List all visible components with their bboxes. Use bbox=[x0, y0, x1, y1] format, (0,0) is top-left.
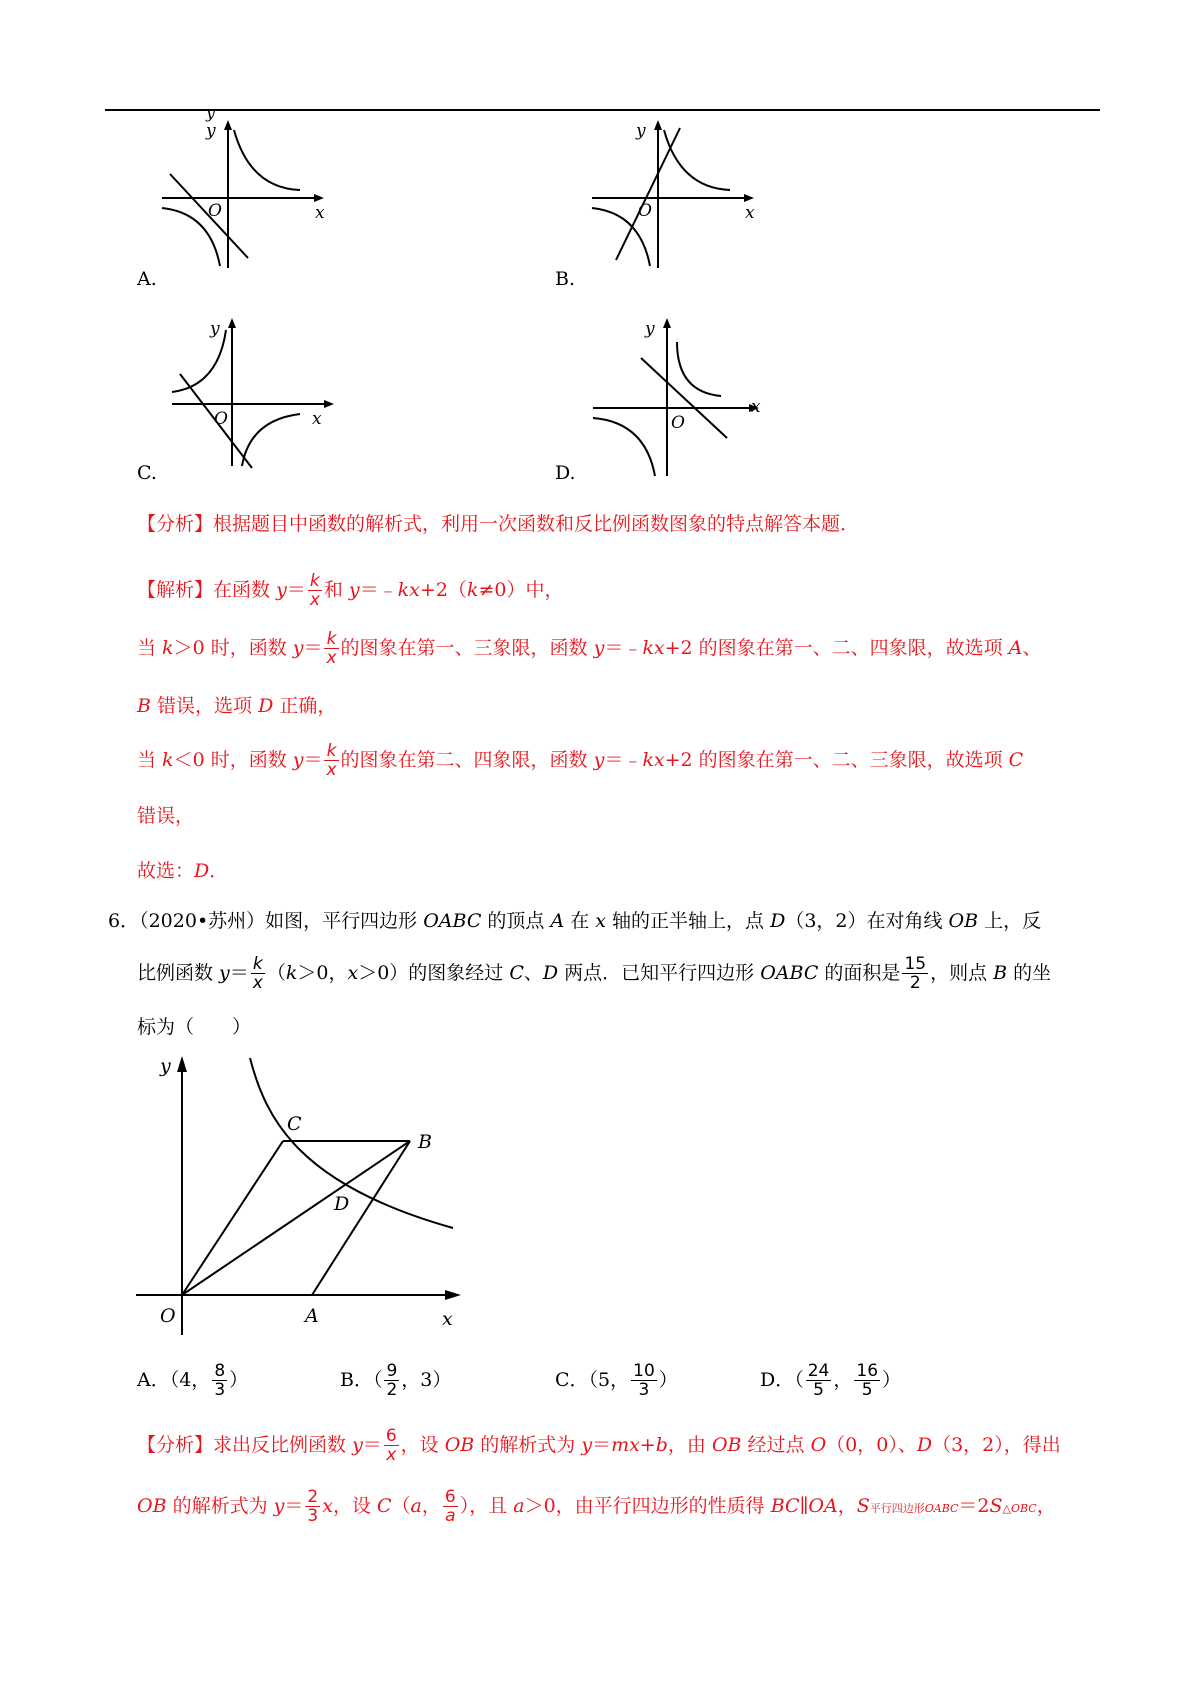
graph-option-a bbox=[150, 103, 330, 278]
graph-c-o: O bbox=[214, 409, 228, 429]
q6-option-a: A．（4， $\frac{8}{3}$ ） bbox=[137, 1361, 249, 1401]
graph-a-x: x bbox=[315, 203, 325, 223]
q6-parallelogram-diagram bbox=[130, 1050, 470, 1340]
graph-option-b bbox=[580, 118, 760, 278]
graph-d-y: y bbox=[645, 319, 655, 339]
q6-analysis-line1: 【分析】求出反比例函数 y＝ $\frac{6}{x}$ ，设 OB 的解析式为 y＝mx+b，由 OB 经过点 O（0，0）、D（3，2），得出 bbox=[137, 1426, 1061, 1466]
q6-analysis-line2: OB 的解析式为 y＝ $\frac{2}{3}$ x，设 C（a， $\frac{6}{a}$ ），且 a＞0，由平行四边形的性质得 BC∥OA，S平行四边形OABC＝2S△OBC， bbox=[137, 1487, 1056, 1527]
fraction-k-over-x: $\frac{k}{x}$ bbox=[326, 741, 337, 781]
graph-option-d bbox=[585, 316, 765, 476]
q6-stem-line3: 标为（ ） bbox=[137, 1016, 252, 1038]
graph-b-x: x bbox=[745, 203, 755, 223]
graph-a-y-label: y bbox=[206, 103, 216, 122]
q5-solution-line2: 当 k＞0 时，函数 y＝ $\frac{k}{x}$ 的图象在第一、三象限，函数 y＝﹣kx+2 的图象在第一、二、四象限，故选项 A、 bbox=[137, 629, 1042, 669]
graph-a-y: y bbox=[206, 121, 216, 141]
diagram-b-label: B bbox=[418, 1131, 432, 1153]
q6-option-d: D．（ $\frac{24}{5}$ ， $\frac{16}{5}$ ） bbox=[760, 1361, 902, 1401]
q6-option-c: C．（5， $\frac{10}{3}$ ） bbox=[555, 1361, 678, 1401]
diagram-o-label: O bbox=[160, 1305, 176, 1327]
option-b-label: B. bbox=[555, 268, 576, 290]
diagram-y-label: y bbox=[160, 1055, 171, 1077]
option-c-label: C. bbox=[137, 462, 157, 484]
fraction-6-over-a: $\frac{6}{a}$ bbox=[444, 1487, 456, 1527]
diagram-x-label: x bbox=[442, 1308, 453, 1330]
graph-c-x: x bbox=[312, 409, 322, 429]
graph-b-o: O bbox=[638, 201, 652, 221]
fraction-6-over-x: $\frac{6}{x}$ bbox=[385, 1426, 397, 1466]
q5-solution-line3: B 错误，选项 D 正确， bbox=[137, 695, 337, 717]
header-rule bbox=[105, 109, 1100, 111]
option-d-label: D. bbox=[555, 462, 576, 484]
fraction-k-over-x: $\frac{k}{x}$ bbox=[309, 571, 320, 611]
diagram-d-label: D bbox=[334, 1193, 350, 1215]
q6-stem-line2: 比例函数 y＝ $\frac{k}{x}$ （k＞0，x＞0）的图象经过 C、D 两点．已知平行四边形 OABC 的面积是 $\frac{15}{2}$ ，则点 B 的坐 bbox=[137, 954, 1052, 994]
diagram-a-label: A bbox=[305, 1305, 319, 1327]
fraction-area: $\frac{15}{2}$ bbox=[904, 954, 927, 994]
q6-option-b: B．（ $\frac{9}{2}$ ，3） bbox=[340, 1361, 452, 1401]
graph-d-x: x bbox=[751, 397, 761, 417]
q6-stem-line1: 6．（2020•苏州）如图，平行四边形 OABC 的顶点 A 在 x 轴的正半轴上，点 D（3，2）在对角线 OB 上，反 bbox=[108, 910, 1042, 932]
diagram-c-label: C bbox=[287, 1113, 302, 1135]
graph-b-y: y bbox=[636, 121, 646, 141]
q5-analysis: 【分析】根据题目中函数的解析式，利用一次函数和反比例函数图象的特点解答本题． bbox=[137, 513, 860, 535]
option-a-label: A. bbox=[137, 268, 157, 290]
graph-a-o: O bbox=[208, 201, 222, 221]
graph-c-y: y bbox=[210, 319, 220, 339]
graph-d-o: O bbox=[671, 413, 685, 433]
fraction-k-over-x: $\frac{k}{x}$ bbox=[252, 954, 263, 994]
graph-option-c bbox=[160, 316, 340, 476]
fraction-k-over-x: $\frac{k}{x}$ bbox=[326, 629, 337, 669]
q5-solution-line5: 错误， bbox=[137, 805, 195, 827]
q5-solution-line4: 当 k＜0 时，函数 y＝ $\frac{k}{x}$ 的图象在第二、四象限，函数 y＝﹣kx+2 的图象在第一、二、三象限，故选项 C bbox=[137, 741, 1024, 781]
fraction-2-over-3: $\frac{2}{3}$ bbox=[307, 1487, 319, 1527]
q5-answer: 故选：D． bbox=[137, 860, 229, 882]
q5-solution-line1: 【解析】在函数 y＝ $\frac{k}{x}$ 和 y＝﹣kx+2（k≠0）中， bbox=[137, 571, 564, 611]
